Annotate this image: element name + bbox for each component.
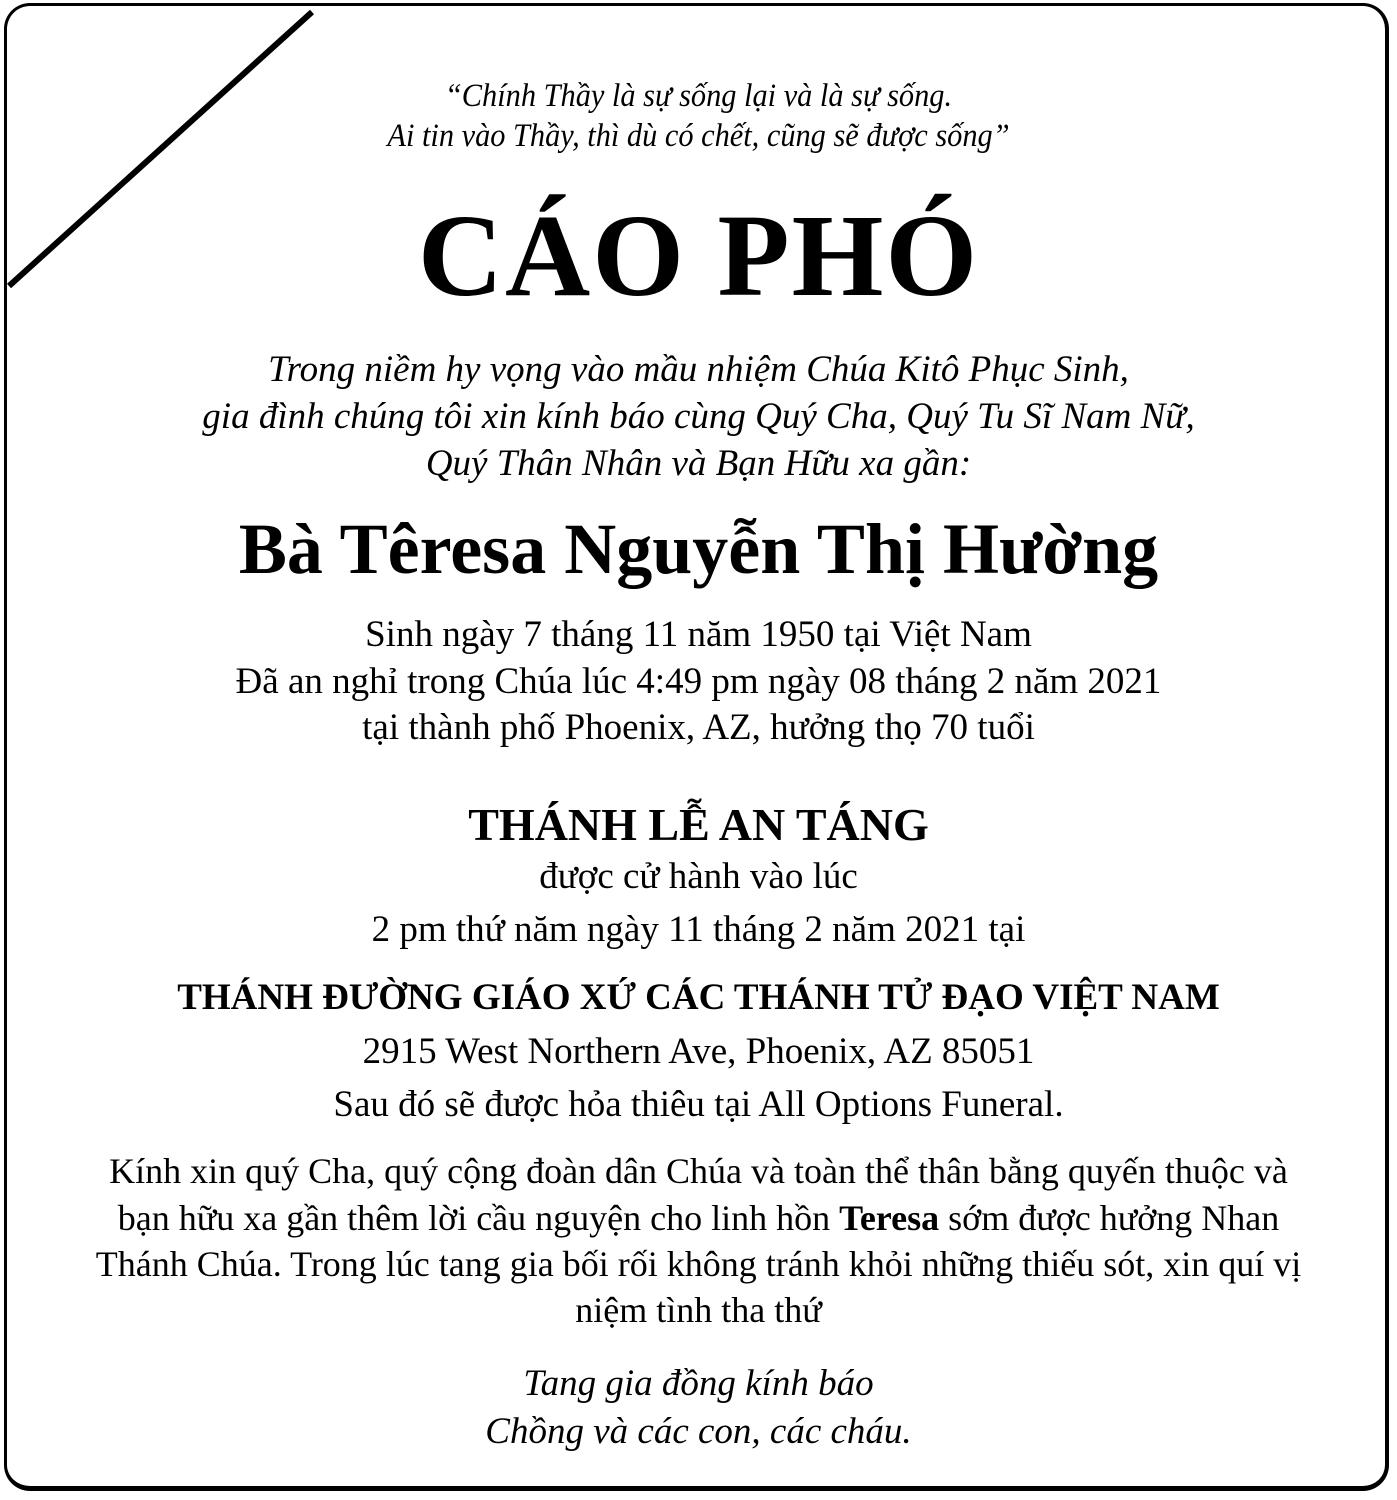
- request-line-4: niệm tình tha thứ: [575, 1290, 822, 1330]
- church-address: 2915 West Northern Ave, Phoenix, AZ 85051: [362, 1031, 1035, 1072]
- intro-line-3: Quý Thân Nhân và Bạn Hữu xa gần:: [425, 443, 972, 484]
- request-line-2-end: sớm được hưởng Nhan: [939, 1198, 1280, 1238]
- funeral-mass-datetime: 2 pm thứ năm ngày 11 tháng 2 năm 2021 tại: [371, 909, 1026, 950]
- page-title: CÁO PHÓ: [417, 190, 980, 321]
- deceased-name: Bà Têresa Nguyễn Thị Hường: [238, 509, 1159, 589]
- intro-line-2: gia đình chúng tôi xin kính báo cùng Quý Cha, Quý Tu Sĩ Nam Nữ,: [202, 396, 1195, 437]
- signature-line-2: Chồng và các con, các cháu.: [485, 1411, 912, 1452]
- request-line-2: [0, 1197, 1397, 1239]
- intro-line-1: Trong niềm hy vọng vào mầu nhiệm Chúa Kitô Phục Sinh,: [268, 349, 1129, 390]
- scripture-quote-line-2: Ai tin vào Thầy, thì dù có chết, cũng sẽ được sống”: [387, 118, 1010, 154]
- funeral-mass-line-1: được cử hành vào lúc: [539, 856, 858, 897]
- church-name: THÁNH ĐƯỜNG GIÁO XỨ CÁC THÁNH TỬ ĐẠO VIỆT NAM: [177, 977, 1220, 1018]
- funeral-mass-heading: THÁNH LỄ AN TÁNG: [468, 799, 929, 850]
- signature-line-1: Tang gia đồng kính báo: [523, 1363, 874, 1404]
- birth-info: Sinh ngày 7 tháng 11 năm 1950 tại Việt Nam: [365, 614, 1032, 655]
- deceased-first-name: Teresa: [839, 1198, 940, 1238]
- death-place-info: tại thành phố Phoenix, AZ, hưởng thọ 70 tuổi: [362, 707, 1035, 748]
- scripture-quote-line-1: “Chính Thầy là sự sống lại và là sự sống.: [444, 78, 953, 114]
- request-line-3: Thánh Chúa. Trong lúc tang gia bối rối không tránh khỏi những thiếu sót, xin quí vị: [95, 1244, 1302, 1284]
- request-line-1: Kính xin quý Cha, quý cộng đoàn dân Chúa và toàn thể thân bằng quyến thuộc và: [109, 1151, 1288, 1191]
- cremation-info: Sau đó sẽ được hỏa thiêu tại All Options Funeral.: [333, 1084, 1064, 1125]
- death-info: Đã an nghỉ trong Chúa lúc 4:49 pm ngày 08 tháng 2 năm 2021: [235, 661, 1162, 702]
- request-line-2-start: bạn hữu xa gần thêm lời cầu nguyện cho linh hồn: [117, 1198, 840, 1238]
